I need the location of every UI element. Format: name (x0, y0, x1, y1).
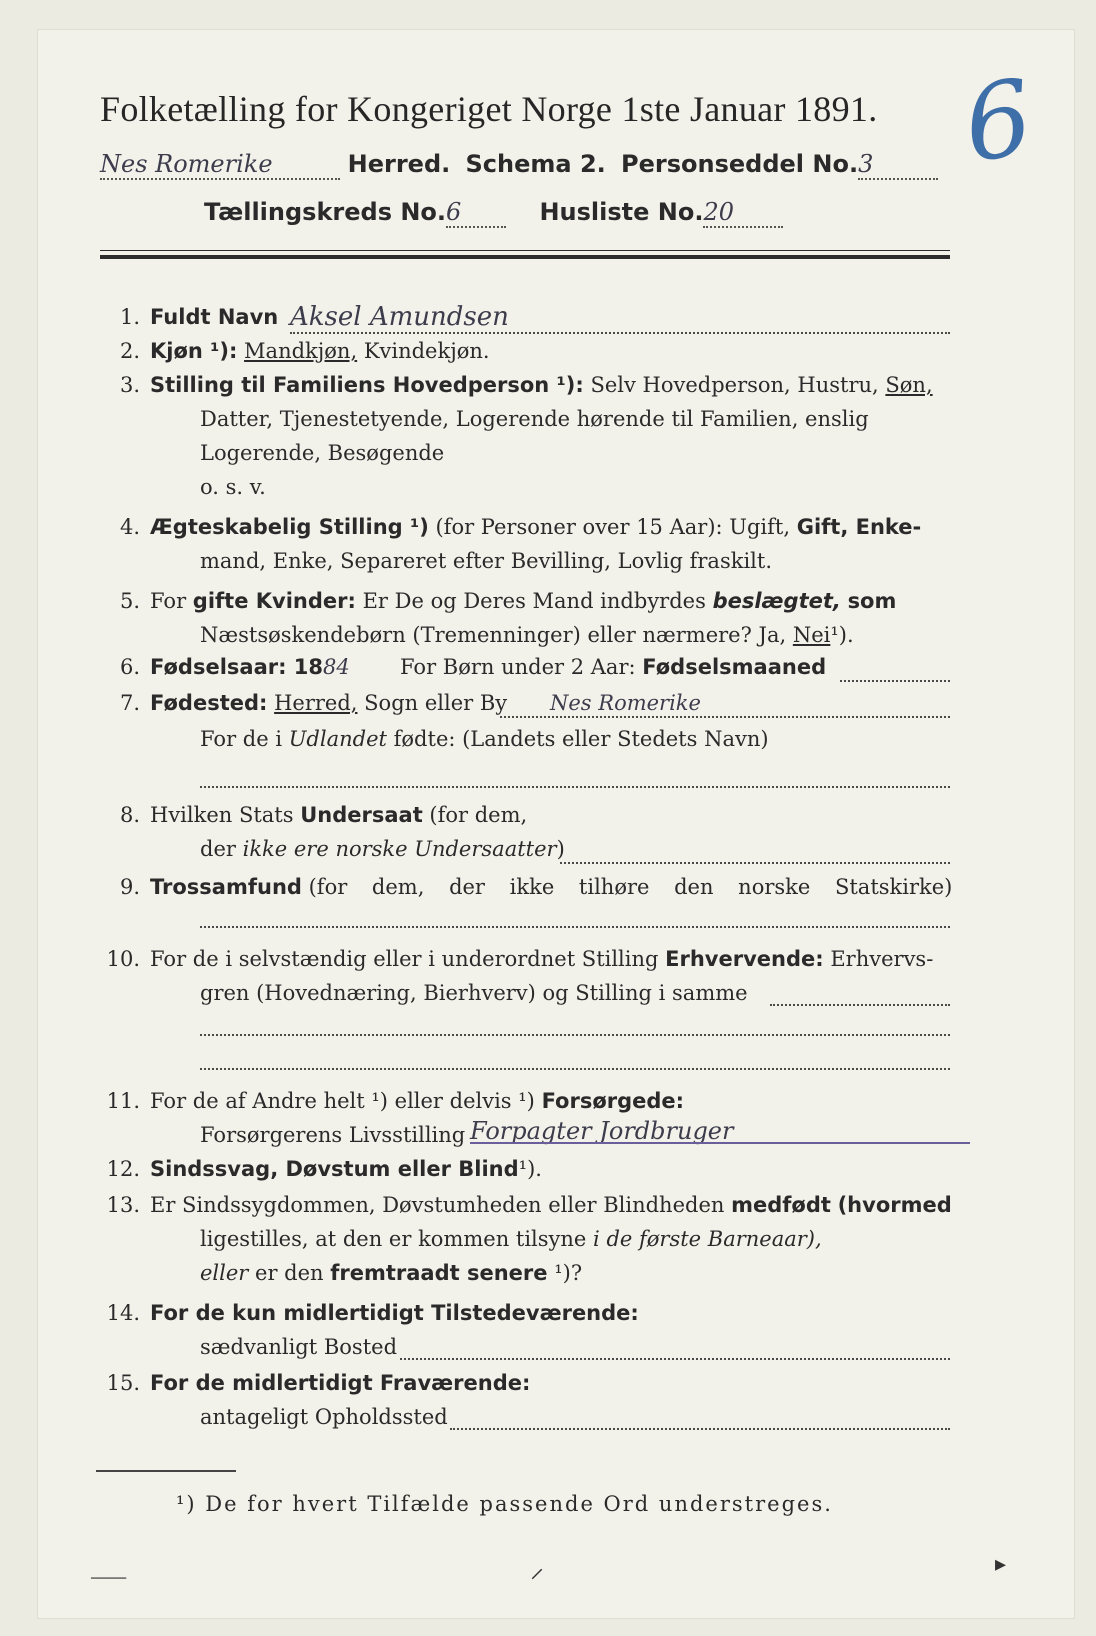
item-number: 8. (119, 803, 140, 827)
birthplace-options: Sogn eller By (364, 691, 508, 715)
birthplace-line (500, 716, 950, 718)
marital-label: Ægteskabelig Stilling ¹) (150, 515, 429, 539)
item-13-line-2 (200, 1222, 822, 1256)
schema-label: Schema 2. (465, 150, 606, 178)
husliste-number: 20 (703, 198, 735, 226)
item-number: 11. (106, 1089, 140, 1113)
marital-options-1b: Gift, Enke- (796, 515, 922, 539)
item-number: 4. (119, 515, 140, 539)
religion-label: Trossamfund (150, 875, 302, 899)
q5-text: Er De og Deres Mand indbyrdes (362, 589, 706, 613)
taellingskreds-label: Tællingskreds No. (204, 198, 447, 226)
q7-line2a: For de i (200, 727, 283, 751)
married-women-label: gifte Kvinder: (192, 589, 356, 613)
probable-residence-line (450, 1428, 950, 1430)
q8-text: Hvilken Stats (150, 803, 294, 827)
item-number: 6. (119, 655, 140, 679)
position-options-1: Selv Hovedperson, Hustru, (590, 373, 879, 397)
supported-label: Forsørgede: (541, 1089, 685, 1113)
q5-som: som (847, 589, 897, 613)
item-number: 7. (119, 691, 140, 715)
header-rule-thick (100, 255, 950, 259)
full-name-label: Fuldt Navn (150, 305, 279, 329)
citizenship-line (560, 862, 950, 864)
edge-mark: ⸺ (90, 1565, 128, 1590)
q9-text: (for dem, der ikke tilhøre den norske Statskirke) (308, 875, 953, 899)
header-rule-thin (100, 250, 950, 251)
q7-abroad: Udlandet (288, 727, 387, 751)
herred-line (100, 150, 938, 180)
item-13-line-3 (200, 1256, 582, 1290)
personseddel-label: Personseddel No. (621, 150, 859, 178)
municipality-handwritten: Nes Romerike (100, 150, 273, 178)
q10-text-2: Erhvervs- (830, 947, 934, 971)
item-number: 14. (106, 1301, 140, 1325)
item-8-line-2: der ikke ere norske Undersaatter) (200, 837, 565, 861)
q5-footnote-ref: ¹). (830, 623, 854, 647)
birthplace-label: Fødested: (150, 691, 268, 715)
occupation-label: Erhvervende: (665, 947, 824, 971)
provider-occupation-underline (470, 1142, 970, 1144)
item-5-line-2 (200, 618, 854, 652)
item-number: 13. (106, 1193, 140, 1217)
q8-der: der (200, 837, 236, 861)
q13-er-den: er den (255, 1261, 324, 1285)
birth-month-label: Fødselsmaaned (642, 655, 827, 679)
usual-residence-line (400, 1358, 950, 1360)
q8-text-2: (for dem, (429, 803, 528, 827)
q8-not-norwegian: ikke ere norske Undersaatter (242, 837, 557, 861)
item-number: 10. (106, 947, 140, 971)
birth-year-value: 84 (323, 655, 350, 679)
item-number: 3. (119, 373, 140, 397)
occupation-fill-1 (770, 1004, 950, 1006)
sex-label: Kjøn ¹): (150, 339, 238, 363)
item-number: 12. (106, 1157, 140, 1181)
ink-mark: ⸝ (530, 1551, 545, 1584)
sex-option-female: Kvindekjøn. (363, 339, 490, 363)
birthplace-herred: Herred, (274, 691, 358, 715)
usual-residence-label: sædvanligt Bosted (200, 1335, 398, 1359)
q10-text: For de i selvstændig eller i underordnet Stilling (150, 947, 659, 971)
sex-option-male: Mandkjøn, (244, 339, 358, 363)
probable-residence-label: antageligt Opholdssted (200, 1405, 448, 1429)
q13-footnote-ref: ¹)? (554, 1261, 583, 1285)
herred-label: Herred. (347, 150, 451, 178)
item-7-line-2 (200, 722, 769, 756)
item-number: 5. (119, 589, 140, 613)
occupation-line-2: gren (Hovednæring, Bierhverv) og Stilling i samme (200, 981, 748, 1005)
husliste-label: Husliste No. (539, 198, 704, 226)
q12-footnote-ref: ¹). (518, 1157, 542, 1181)
item-number: 15. (106, 1371, 140, 1395)
full-name-value: Aksel Amundsen (290, 302, 509, 332)
marital-options-2: mand, Enke, Separeret efter Bevilling, Lovlig fraskilt. (200, 549, 773, 573)
position-option-son: Søn, (885, 373, 933, 397)
q13-text-2: (hvormed (837, 1193, 952, 1217)
position-label: Stilling til Familiens Hovedperson ¹): (150, 373, 584, 397)
taellingskreds-number: 6 (446, 198, 462, 226)
form-title: Folketælling for Kongeriget Norge 1ste Januar 1891. (100, 89, 878, 129)
q11-text: For de af Andre helt ¹) eller delvis ¹) (150, 1089, 535, 1113)
q13-eller: eller (200, 1261, 249, 1285)
q13-line2b: i de første Barneaar), (593, 1227, 822, 1251)
temp-present-label: For de kun midlertidigt Tilstedeværende: (150, 1301, 639, 1325)
footnote-rule (96, 1470, 236, 1472)
position-options-2: Datter, Tjenestetyende, Logerende hørende til Familien, enslig (200, 407, 869, 431)
corner-number: 6 (956, 55, 1040, 187)
congenital-label: medfødt (731, 1193, 831, 1217)
provider-occupation-label: Forsørgerens Livsstilling (200, 1123, 466, 1147)
q5-for: For (150, 589, 187, 613)
taellingskreds-line (204, 198, 783, 228)
answer-no: Nei (792, 623, 831, 647)
q13-line2a: ligestilles, at den er kommen tilsyne (200, 1227, 587, 1251)
position-options-3: Logerende, Besøgende (200, 441, 445, 465)
provider-occupation-value: Forpagter Jordbruger (470, 1117, 734, 1145)
q5-line2: Næstsøskendebørn (Tremenninger) eller nærmere? Ja, (200, 623, 787, 647)
item-number: 1. (119, 305, 140, 329)
disability-label: Sindssvag, Døvstum eller Blind (150, 1157, 519, 1181)
birth-month-line (840, 680, 950, 682)
birth-month-text: For Børn under 2 Aar: (400, 655, 636, 679)
q5-related: beslægtet, (712, 589, 841, 613)
item-number: 2. (119, 339, 140, 363)
q13-text: Er Sindssygdommen, Døvstumheden eller Blindheden (150, 1193, 725, 1217)
temp-absent-label: For de midlertidigt Fraværende: (150, 1371, 531, 1395)
position-options-4: o. s. v. (200, 475, 266, 499)
subject-label: Undersaat (300, 803, 423, 827)
religion-line (200, 926, 950, 928)
item-number: 9. (119, 875, 140, 899)
occupation-fill-3 (200, 1068, 950, 1070)
foreign-birthplace-line (200, 786, 950, 788)
marital-options-1: (for Personer over 15 Aar): Ugift, (435, 515, 791, 539)
q7-line2c: fødte: (Landets eller Stedets Navn) (393, 727, 769, 751)
occupation-fill-2 (200, 1034, 950, 1036)
footnote: ¹) De for hvert Tilfælde passende Ord understreges. (176, 1492, 833, 1516)
corner-mark: ▸ (995, 1552, 1007, 1577)
birthplace-value: Nes Romerike (550, 691, 701, 715)
personseddel-number: 3 (858, 150, 874, 178)
later-onset-label: fremtraadt senere (330, 1261, 548, 1285)
birth-year-label: Fødselsaar: 18 (150, 655, 324, 679)
